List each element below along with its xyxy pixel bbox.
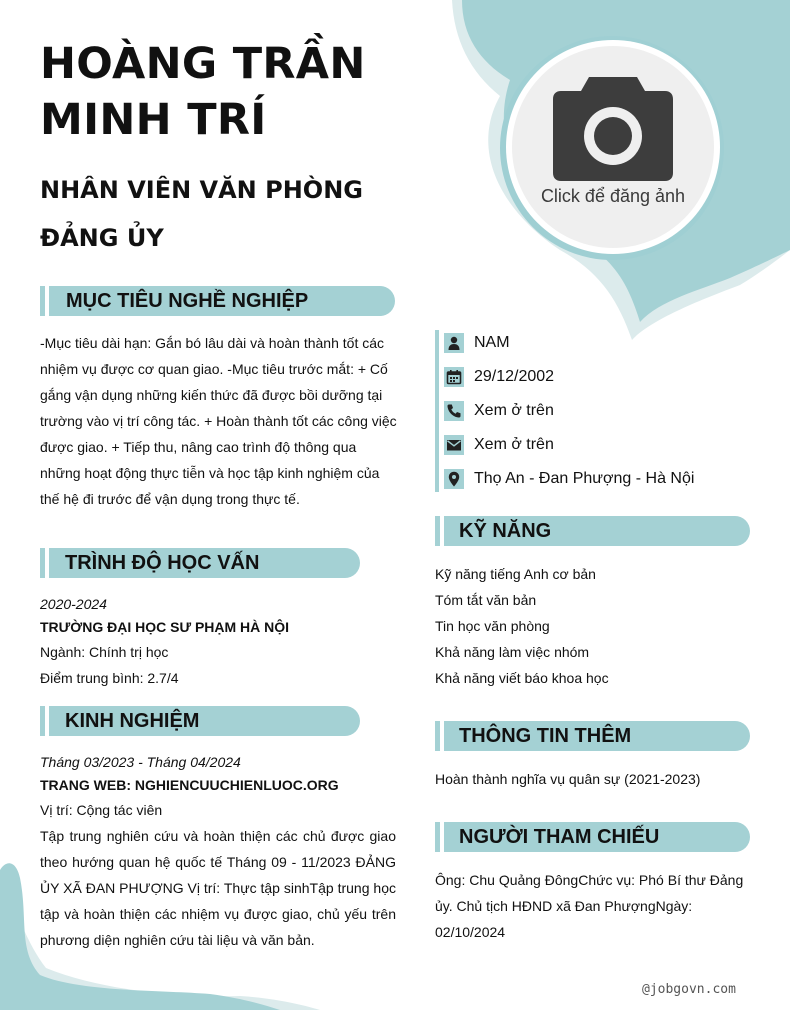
section-header-objective	[49, 286, 395, 316]
experience-position: Vị trí: Cộng tác viên	[40, 802, 163, 818]
objective-text: -Mục tiêu dài hạn: Gắn bó lâu dài và hoàn thành tốt các nhiệm vụ được cơ quan giao. -Mục tiêu trước mắt: + Cố gắng vận dụng những kiến thức đã được bồi dưỡng tại trường vào vị trí công tác. + Hoàn thành tốt các công việc được giao. + Tiếp thu, nâng cao trình độ thông qua những hoạt động thực tiễn và học tập kinh nghiệm của thế hệ đi trước để vận dụng trong thực tế.	[40, 335, 397, 507]
education-period: 2020-2024	[40, 596, 107, 612]
experience-company: TRANG WEB: NGHIENCUUCHIENLUOC.ORG	[40, 777, 339, 793]
experience-period: Tháng 03/2023 - Tháng 04/2024	[40, 754, 241, 770]
watermark: @jobgovn.com	[642, 982, 736, 997]
education-school: TRƯỜNG ĐẠI HỌC SƯ PHẠM HÀ NỘI	[40, 619, 290, 635]
extra-text: Hoàn thành nghĩa vụ quân sự (2021-2023)	[435, 771, 701, 787]
experience-description: Tập trung nghiên cứu và hoàn thiện các chủ được giao theo hướng quan hệ quốc tế Tháng 09 - 11/2023 ĐẢNG ỦY XÃ ĐAN PHƯỢNG Vị trí: Thực tập sinhTập trung học tập và hoàn thiện các nhiệm vụ được giao, chủ yếu trên phương diện nghiên cứu tài liệu và văn bản.	[40, 828, 396, 948]
contact-address-value: Thọ An - Đan Phượng - Hà Nội	[474, 470, 695, 487]
section-header-extra	[444, 721, 750, 751]
skill-item: Khả năng làm việc nhóm	[435, 644, 590, 660]
section-title-education: TRÌNH ĐỘ HỌC VẤN	[65, 552, 260, 574]
contact-birthday-value: 29/12/2002	[474, 368, 555, 385]
contact-gender-value: NAM	[474, 334, 510, 351]
mail-icon	[444, 435, 464, 455]
section-title-objective: MỤC TIÊU NGHỀ NGHIỆP	[66, 290, 309, 312]
full-name-line2: MINH TRÍ	[40, 95, 267, 145]
location-pin-icon	[444, 469, 464, 489]
camera-icon	[553, 77, 673, 181]
reference-text: Ông: Chu Quảng ĐôngChức vụ: Phó Bí thư Đảng ủy. Chủ tịch HĐND xã Đan PhượngNgày: 02/10/2024	[435, 872, 744, 940]
person-icon	[444, 333, 464, 353]
education-gpa: Điểm trung bình: 2.7/4	[40, 670, 179, 686]
photo-upload-button[interactable]	[512, 46, 714, 248]
skill-item: Khả năng viết báo khoa học	[435, 670, 609, 686]
section-title-reference: NGƯỜI THAM CHIẾU	[459, 826, 660, 848]
section-header-reference	[444, 822, 750, 852]
section-title-experience: KINH NGHIỆM	[65, 710, 200, 732]
full-name	[40, 36, 460, 148]
education-major: Ngành: Chính trị học	[40, 644, 169, 660]
full-name-line1: HOÀNG TRẦN	[40, 39, 366, 89]
skill-item: Kỹ năng tiếng Anh cơ bản	[435, 566, 596, 582]
job-title-line1: NHÂN VIÊN VĂN PHÒNG	[40, 176, 363, 204]
job-title	[40, 166, 420, 262]
skill-item: Tóm tắt văn bản	[435, 592, 537, 608]
contact-phone-value: Xem ở trên	[474, 402, 554, 419]
calendar-icon	[444, 367, 464, 387]
section-header-experience	[49, 706, 360, 736]
contact-email-value: Xem ở trên	[474, 436, 554, 453]
section-title-skills: KỸ NĂNG	[459, 520, 552, 542]
skill-item: Tin học văn phòng	[435, 618, 550, 634]
section-title-extra: THÔNG TIN THÊM	[459, 725, 632, 747]
section-header-skills	[444, 516, 750, 546]
job-title-line2: ĐẢNG ỦY	[40, 224, 164, 252]
contact-accent-bar	[435, 330, 439, 492]
photo-caption[interactable]: Click để đăng ảnh	[540, 186, 686, 206]
phone-icon	[444, 401, 464, 421]
section-header-education	[49, 548, 360, 578]
